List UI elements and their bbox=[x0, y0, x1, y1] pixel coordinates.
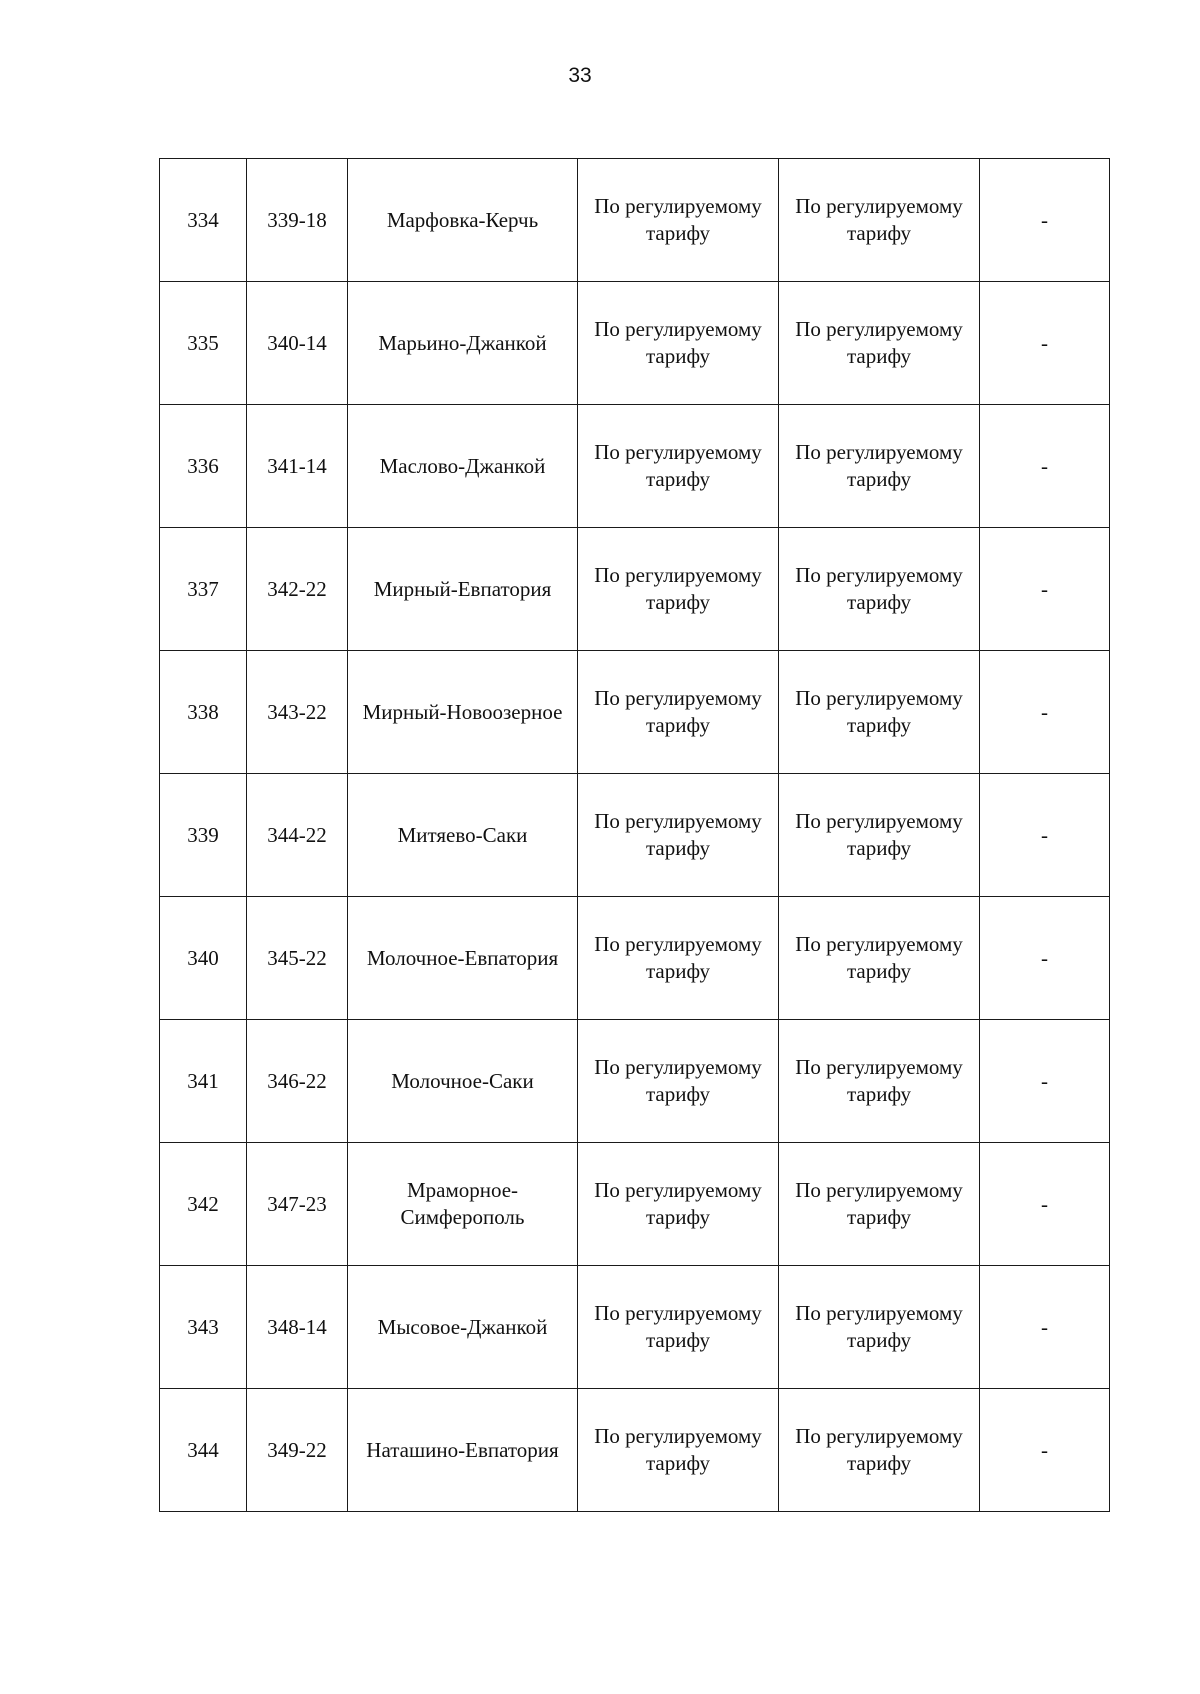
tariff-text: По регулируемому тарифу bbox=[795, 809, 963, 860]
tariff-cell bbox=[779, 651, 980, 774]
route-name-cell: Молочное-Саки bbox=[348, 1020, 578, 1143]
route-code-cell: 340-14 bbox=[247, 282, 348, 405]
tariff-text: По регулируемому тарифу bbox=[795, 932, 963, 983]
note-cell: - bbox=[980, 159, 1110, 282]
tariff-text: По регулируемому тарифу bbox=[594, 686, 762, 737]
row-number-cell: 340 bbox=[160, 897, 247, 1020]
tariff-cell bbox=[578, 405, 779, 528]
page-number: 33 bbox=[568, 64, 592, 87]
route-name-cell: Наташино-Евпатория bbox=[348, 1389, 578, 1512]
row-number-cell: 334 bbox=[160, 159, 247, 282]
tariff-cell bbox=[779, 282, 980, 405]
tariff-cell bbox=[578, 1266, 779, 1389]
routes-table bbox=[159, 158, 1110, 1512]
table-row bbox=[160, 897, 1110, 1020]
route-code-cell: 344-22 bbox=[247, 774, 348, 897]
route-name-cell: Мысовое-Джанкой bbox=[348, 1266, 578, 1389]
note-cell: - bbox=[980, 1266, 1110, 1389]
table-row bbox=[160, 774, 1110, 897]
table-row bbox=[160, 159, 1110, 282]
row-number-cell: 336 bbox=[160, 405, 247, 528]
row-number-cell: 343 bbox=[160, 1266, 247, 1389]
tariff-text: По регулируемому тарифу bbox=[795, 317, 963, 368]
row-number-cell: 338 bbox=[160, 651, 247, 774]
route-code-cell: 339-18 bbox=[247, 159, 348, 282]
note-cell: - bbox=[980, 528, 1110, 651]
note-cell: - bbox=[980, 651, 1110, 774]
table-row bbox=[160, 1143, 1110, 1266]
route-code-cell: 342-22 bbox=[247, 528, 348, 651]
tariff-text: По регулируемому тарифу bbox=[594, 563, 762, 614]
route-name-cell: Митяево-Саки bbox=[348, 774, 578, 897]
tariff-text: По регулируемому тарифу bbox=[795, 1055, 963, 1106]
tariff-cell bbox=[779, 528, 980, 651]
tariff-cell bbox=[779, 774, 980, 897]
tariff-cell bbox=[578, 528, 779, 651]
route-code-cell: 345-22 bbox=[247, 897, 348, 1020]
tariff-cell bbox=[578, 159, 779, 282]
route-name-cell: Мраморное-Симферополь bbox=[348, 1143, 578, 1266]
tariff-cell bbox=[578, 774, 779, 897]
route-code-cell: 343-22 bbox=[247, 651, 348, 774]
tariff-text: По регулируемому тарифу bbox=[795, 194, 963, 245]
tariff-text: По регулируемому тарифу bbox=[795, 1301, 963, 1352]
tariff-text: По регулируемому тарифу bbox=[594, 1178, 762, 1229]
tariff-cell bbox=[779, 1020, 980, 1143]
tariff-text: По регулируемому тарифу bbox=[594, 1055, 762, 1106]
table-row bbox=[160, 405, 1110, 528]
table-row bbox=[160, 651, 1110, 774]
row-number-cell: 342 bbox=[160, 1143, 247, 1266]
tariff-text: По регулируемому тарифу bbox=[795, 440, 963, 491]
tariff-cell bbox=[779, 1143, 980, 1266]
row-number-cell: 335 bbox=[160, 282, 247, 405]
route-name-cell: Молочное-Евпатория bbox=[348, 897, 578, 1020]
tariff-text: По регулируемому тарифу bbox=[795, 563, 963, 614]
note-cell: - bbox=[980, 774, 1110, 897]
note-cell: - bbox=[980, 1020, 1110, 1143]
note-cell: - bbox=[980, 405, 1110, 528]
route-code-cell: 349-22 bbox=[247, 1389, 348, 1512]
table-row bbox=[160, 1020, 1110, 1143]
tariff-text: По регулируемому тарифу bbox=[594, 1424, 762, 1475]
tariff-cell bbox=[578, 1143, 779, 1266]
tariff-text: По регулируемому тарифу bbox=[594, 809, 762, 860]
tariff-text: По регулируемому тарифу bbox=[594, 194, 762, 245]
note-cell: - bbox=[980, 897, 1110, 1020]
tariff-cell bbox=[779, 159, 980, 282]
note-cell: - bbox=[980, 282, 1110, 405]
table-row bbox=[160, 528, 1110, 651]
tariff-text: По регулируемому тарифу bbox=[594, 317, 762, 368]
row-number-cell: 339 bbox=[160, 774, 247, 897]
tariff-cell bbox=[779, 897, 980, 1020]
route-name-cell: Марфовка-Керчь bbox=[348, 159, 578, 282]
route-name-cell: Марьино-Джанкой bbox=[348, 282, 578, 405]
tariff-text: По регулируемому тарифу bbox=[594, 932, 762, 983]
tariff-cell bbox=[578, 897, 779, 1020]
row-number-cell: 341 bbox=[160, 1020, 247, 1143]
route-code-cell: 347-23 bbox=[247, 1143, 348, 1266]
routes-table-body bbox=[160, 159, 1110, 1512]
table-row bbox=[160, 1389, 1110, 1512]
tariff-text: По регулируемому тарифу bbox=[795, 1178, 963, 1229]
row-number-cell: 344 bbox=[160, 1389, 247, 1512]
tariff-text: По регулируемому тарифу bbox=[795, 686, 963, 737]
table-row bbox=[160, 1266, 1110, 1389]
tariff-cell bbox=[578, 651, 779, 774]
tariff-text: По регулируемому тарифу bbox=[594, 440, 762, 491]
tariff-cell bbox=[578, 1389, 779, 1512]
row-number-cell: 337 bbox=[160, 528, 247, 651]
note-cell: - bbox=[980, 1389, 1110, 1512]
tariff-text: По регулируемому тарифу bbox=[795, 1424, 963, 1475]
tariff-cell bbox=[779, 1389, 980, 1512]
tariff-cell bbox=[779, 405, 980, 528]
table-row bbox=[160, 282, 1110, 405]
note-cell: - bbox=[980, 1143, 1110, 1266]
tariff-text: По регулируемому тарифу bbox=[594, 1301, 762, 1352]
tariff-cell bbox=[578, 1020, 779, 1143]
route-code-cell: 341-14 bbox=[247, 405, 348, 528]
tariff-cell bbox=[779, 1266, 980, 1389]
route-name-cell: Маслово-Джанкой bbox=[348, 405, 578, 528]
route-code-cell: 348-14 bbox=[247, 1266, 348, 1389]
tariff-cell bbox=[578, 282, 779, 405]
route-name-cell: Мирный-Новоозерное bbox=[348, 651, 578, 774]
route-code-cell: 346-22 bbox=[247, 1020, 348, 1143]
route-name-cell: Мирный-Евпатория bbox=[348, 528, 578, 651]
